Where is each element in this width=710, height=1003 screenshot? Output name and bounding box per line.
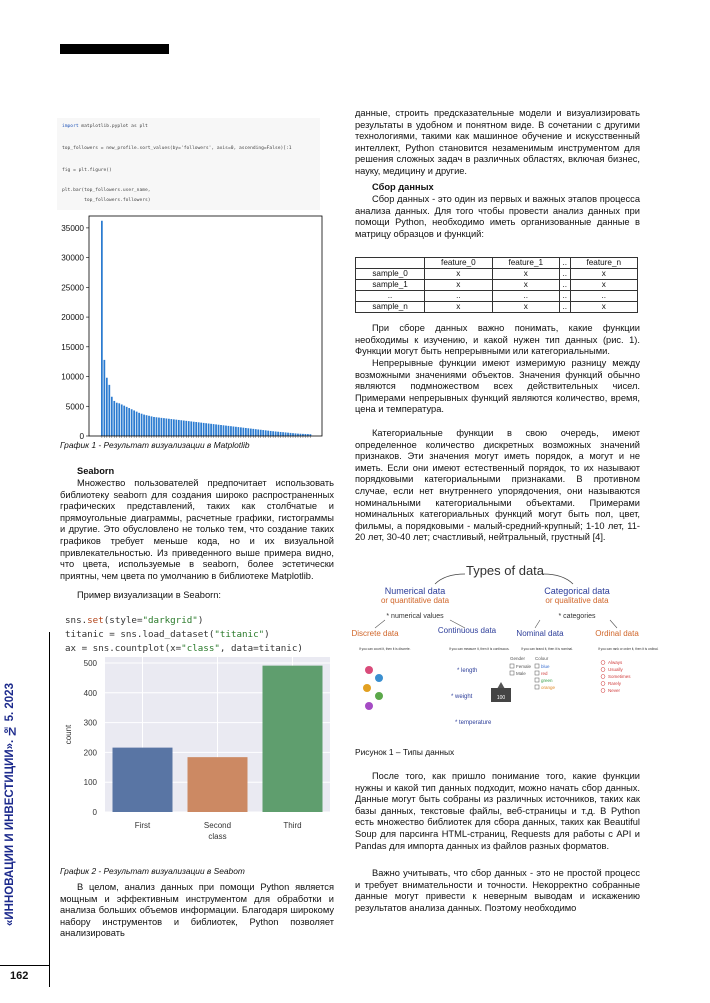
discrete-label: Discrete data <box>351 629 399 638</box>
bar <box>148 416 150 436</box>
bar <box>255 429 257 436</box>
data-collection-heading: Сбор данных <box>372 182 434 192</box>
chart-2-caption: График 2 - Результат визуализации в Seabom <box>60 866 245 876</box>
seaborn-count-chart <box>57 655 334 863</box>
paragraph: Категориальные функции в свою очередь, имеют определенное количество дискретных возможных значений признаков. Эти значения могут иметь порядок, а могут и не иметь. Если они имеют естественный порядок, то их называют порядковыми категориальными признаками. В противном случае, если нет внутреннего упорядочения, они называются номинальными категориальными объектами. Примерами номинальных категориальных функций могут быть пол, цвет, фильмы, а порядковыми - малый-средний-крупный; 1-10 лет, 11-20 лет, 30-40 лет; счастливый, нейтральный, грустный [4]. <box>355 428 640 543</box>
bar <box>257 429 259 436</box>
bar <box>121 404 123 436</box>
bar <box>225 426 227 436</box>
code-line: sns.set(style="darkgrid") <box>65 615 204 626</box>
bar <box>101 221 103 436</box>
bar <box>153 417 155 436</box>
bar <box>128 408 130 436</box>
y-tick-label: 0 <box>79 432 84 441</box>
table-cell: .. <box>356 291 425 302</box>
table-cell: .. <box>425 291 492 302</box>
bar <box>151 416 153 436</box>
table-cell: .. <box>559 291 570 302</box>
table-cell: x <box>425 302 492 313</box>
code-line: import matplotlib.pyplot as plt <box>62 124 148 129</box>
male-option: Male <box>516 671 526 676</box>
bar <box>185 421 187 436</box>
weight-label: * weight <box>451 694 473 700</box>
table-row <box>356 291 638 302</box>
bar <box>208 424 210 436</box>
table-header-row <box>356 258 638 269</box>
numerical-label: Numerical data <box>384 586 446 596</box>
table-cell: sample_1 <box>356 280 425 291</box>
nominal-label: Nominal data <box>516 629 564 638</box>
matplotlib-code-block <box>57 118 320 210</box>
x-tick-label: First <box>134 821 151 830</box>
sample-feature-table <box>355 257 638 313</box>
bar <box>171 419 173 436</box>
bar <box>282 432 284 436</box>
bar <box>143 415 145 436</box>
figure-title: Types of data <box>465 563 545 578</box>
page-number: 162 <box>10 970 29 982</box>
bar <box>118 403 120 436</box>
paragraph: В целом, анализ данных при помощи Python является мощным и эффективным инструментом для обработки и анализа больших объемов информации. Благодаря широкому набору инструментов и библиотек, Python позволяет анализировать <box>60 882 334 939</box>
x-tick-label: Second <box>203 821 232 830</box>
bar <box>290 433 292 436</box>
ordinal-item: Rarely <box>608 681 622 686</box>
table-cell: sample_0 <box>356 269 425 280</box>
bar <box>235 427 237 436</box>
table-row <box>356 280 638 291</box>
y-tick-label: 30000 <box>61 253 84 263</box>
continuous-note: If you can measure it, then it is continuous. <box>449 647 510 651</box>
bar <box>113 748 173 812</box>
bar <box>188 421 190 436</box>
code-line: plt.bar(top_followers.user_name, <box>62 188 151 193</box>
bar <box>277 432 279 436</box>
plot-frame <box>89 216 322 436</box>
bar <box>205 423 207 436</box>
bar <box>272 431 274 436</box>
paragraph: После того, как пришло понимание того, какие функции нужны и какой тип данных подходит, можно начать сбор данных. Данные могут быть собраны из различных источников, таких как базы данных, текстовые файлы, веб-страницы и т.д. В Python есть множество библиотек для сбора данных, таких как Beautiful Soup для парсинга HTML-страниц, Requests для работы с API и Pandas для импорта данных из файлов разных форматов. <box>355 771 640 851</box>
code-line: fig = plt.figure() <box>62 168 112 173</box>
figure-caption: Рисунок 1 – Типы данных <box>355 747 455 757</box>
bar <box>141 414 143 436</box>
categorical-sub-label: or qualitative data <box>545 596 609 605</box>
bar <box>198 422 200 436</box>
colour-label: Colour <box>535 656 549 661</box>
blue-option: blue <box>541 664 550 669</box>
bar <box>265 430 267 436</box>
bar <box>200 423 202 436</box>
y-tick-label: 300 <box>83 718 97 728</box>
y-tick-label: 500 <box>83 658 97 668</box>
bar <box>223 425 225 436</box>
bar <box>190 421 192 436</box>
ordinal-item: Never <box>608 688 621 693</box>
paragraph: Сбор данных - это один из первых и важных этапов процесса анализа данных. Для того чтобы провести анализ данных при помощи Python, необходимо иметь организованные данные в матрицу образцов и функций: <box>355 194 640 239</box>
x-tick-label: Third <box>283 821 302 830</box>
y-tick-label: 20000 <box>61 313 84 323</box>
table-cell: feature_0 <box>425 258 492 269</box>
seaborn-heading: Seaborn <box>77 466 115 476</box>
bar <box>285 432 287 436</box>
table-cell: x <box>492 280 559 291</box>
paragraph: Множество пользователей предпочитает использовать библиотеку seaborn для создания широко распространенных графических представлений, таких как столбчатые и прямоугольные диаграммы, расчетные графики, гистограммы и другие. Это обусловлено не только тем, что создание таких графиков требует меньше кода, но и их визуальной привлекательностью. Из приведенного выше примера видно, что цвета, используемые в seaborn, более эстетически приятны, чем цвета по умолчанию в библиотеке Matplotlib. <box>60 478 334 581</box>
bar <box>168 419 170 436</box>
y-tick-label: 5000 <box>65 402 84 412</box>
table-cell: feature_1 <box>492 258 559 269</box>
table-cell: .. <box>559 258 570 269</box>
scale-value: 100 <box>496 695 506 701</box>
bar <box>158 418 160 436</box>
y-tick-label: 25000 <box>61 283 84 293</box>
bar <box>247 428 249 436</box>
bar <box>103 360 105 436</box>
orange-option: orange <box>541 685 556 690</box>
bar <box>131 409 133 436</box>
bar <box>180 420 182 436</box>
table-cell: .. <box>570 291 637 302</box>
bar <box>195 422 197 436</box>
y-tick-label: 35000 <box>61 223 84 233</box>
table-cell: x <box>492 302 559 313</box>
categorical-label: Categorical data <box>544 586 610 596</box>
continuous-label: Continuous data <box>437 626 497 635</box>
bar <box>267 431 269 436</box>
code-line: ax = sns.countplot(x="class", data=titanic) <box>65 643 303 654</box>
paragraph: Непрерывные функции имеют измеримую разницу между возможными значениями объектов. Значения функций обычно являются подмножеством всех действительных чисел. Примерами непрерывных функций являются количество, время, цена и температура. <box>355 358 640 415</box>
paragraph: данные, строить предсказательные модели и визуализировать результаты в удобном и понятном виде. В сочетании с другими технологиями, такими как машинное обучение и искусственный интеллект, Python становится незаменимым инструментом для решения сложных задач в различных областях, включая бизнес, науку, медицину и другие. <box>355 108 640 176</box>
page-number-rule <box>0 965 50 966</box>
bar <box>188 757 248 812</box>
code-line: top_followers.followers) <box>62 198 151 203</box>
bar <box>126 407 128 436</box>
table-cell: sample_n <box>356 302 425 313</box>
gender-label: Gender <box>510 656 526 661</box>
y-axis-label: count <box>64 724 73 745</box>
table-cell: x <box>492 269 559 280</box>
table-cell: .. <box>559 302 570 313</box>
table-cell: .. <box>559 280 570 291</box>
bar <box>166 418 168 436</box>
chart-1-caption: График 1 - Результат визуализации в Matplotlib <box>60 440 250 450</box>
bar <box>250 429 252 436</box>
bar <box>238 427 240 436</box>
header-black-bar <box>60 44 169 54</box>
paragraph: Пример визуализации в Seaborn: <box>77 590 221 600</box>
bar <box>161 418 163 436</box>
table-cell: x <box>570 269 637 280</box>
table-cell: x <box>425 280 492 291</box>
bar <box>263 666 323 812</box>
y-tick-label: 400 <box>83 688 97 698</box>
bar <box>270 431 272 436</box>
ordinal-item: Always <box>608 660 623 665</box>
bar <box>193 422 195 436</box>
bar <box>242 428 244 436</box>
bar <box>116 403 118 436</box>
bar <box>133 410 135 436</box>
y-tick-label: 100 <box>83 778 97 788</box>
bar <box>262 430 264 436</box>
green-option: green <box>541 678 553 683</box>
y-tick-label: 0 <box>92 808 97 817</box>
categories-note: * categories <box>558 613 596 620</box>
table-cell: x <box>570 280 637 291</box>
bar <box>203 423 205 436</box>
bar <box>113 401 115 436</box>
table-row <box>356 302 638 313</box>
journal-sidebar-title: «ИННОВАЦИИ И ИНВЕСТИЦИИ». № 5. 2023 <box>4 683 16 927</box>
bar <box>230 426 232 436</box>
temperature-label: * temperature <box>455 720 492 726</box>
code-line: titanic = sns.load_dataset("titanic") <box>65 629 270 640</box>
red-option: red <box>541 671 548 676</box>
bar <box>228 426 230 436</box>
numerical-sub-label: or quantitative data <box>380 596 450 605</box>
bar <box>183 421 185 436</box>
bar <box>215 424 217 436</box>
table-cell: feature_n <box>570 258 637 269</box>
code-line: top_followers = new_profile.sort_values(by='followers', axis=0, ascending=False)[:1 <box>62 146 292 151</box>
paragraph: Важно учитывать, что сбор данных - это не простой процесс и требует внимательности и точности. Некорректно собранные данные могут привести к неверным выводам и искажению результатов анализа данных. Поэтому необходимо <box>355 868 640 913</box>
table-cell <box>356 258 425 269</box>
nominal-note: If you can brand it, then it is nominal. <box>521 647 573 651</box>
x-axis-label: class <box>208 832 227 841</box>
bar <box>175 420 177 436</box>
numerical-values-note: * numerical values <box>386 613 444 620</box>
bar <box>111 397 113 436</box>
bar <box>178 420 180 436</box>
female-option: Female <box>516 664 532 669</box>
matplotlib-bar-chart <box>57 212 329 440</box>
bar <box>163 418 165 436</box>
ordinal-item: Sometimes <box>608 674 631 679</box>
bar <box>123 406 125 436</box>
ordinal-label: Ordinal data <box>595 629 639 638</box>
seaborn-code-block <box>57 610 327 655</box>
bar <box>240 427 242 436</box>
bar <box>136 412 138 436</box>
y-tick-label: 10000 <box>61 372 84 382</box>
bar <box>292 433 294 436</box>
bar <box>138 413 140 436</box>
bar <box>287 433 289 436</box>
bar <box>146 415 148 436</box>
length-label: * length <box>457 668 478 674</box>
bar <box>106 378 108 436</box>
bar <box>275 431 277 436</box>
bar <box>252 429 254 436</box>
bar <box>173 419 175 436</box>
y-tick-label: 200 <box>83 748 97 758</box>
y-tick-label: 15000 <box>61 342 84 352</box>
bar <box>210 424 212 436</box>
table-cell: .. <box>492 291 559 302</box>
bar <box>245 428 247 436</box>
bar <box>280 432 282 436</box>
paragraph: При сборе данных важно понимать, какие функции необходимы к изучению, и какой нужен тип данных (рис. 1). Функции могут быть непрерывными или категориальными. <box>355 323 640 357</box>
bar <box>220 425 222 436</box>
bar <box>156 417 158 436</box>
sidebar-divider <box>49 632 50 987</box>
ordinal-item: Usually <box>608 667 623 672</box>
table-cell: .. <box>559 269 570 280</box>
bar <box>260 430 262 436</box>
table-cell: x <box>425 269 492 280</box>
discrete-note: If you can count it, then it is discrete. <box>359 647 411 651</box>
types-of-data-figure <box>351 558 659 745</box>
bar <box>218 425 220 436</box>
bar <box>108 385 110 436</box>
bar <box>233 426 235 436</box>
ordinal-note: If you can rank or order it, then it is ordinal. <box>598 647 659 651</box>
table-row <box>356 269 638 280</box>
table-cell: x <box>570 302 637 313</box>
bar <box>213 424 215 436</box>
